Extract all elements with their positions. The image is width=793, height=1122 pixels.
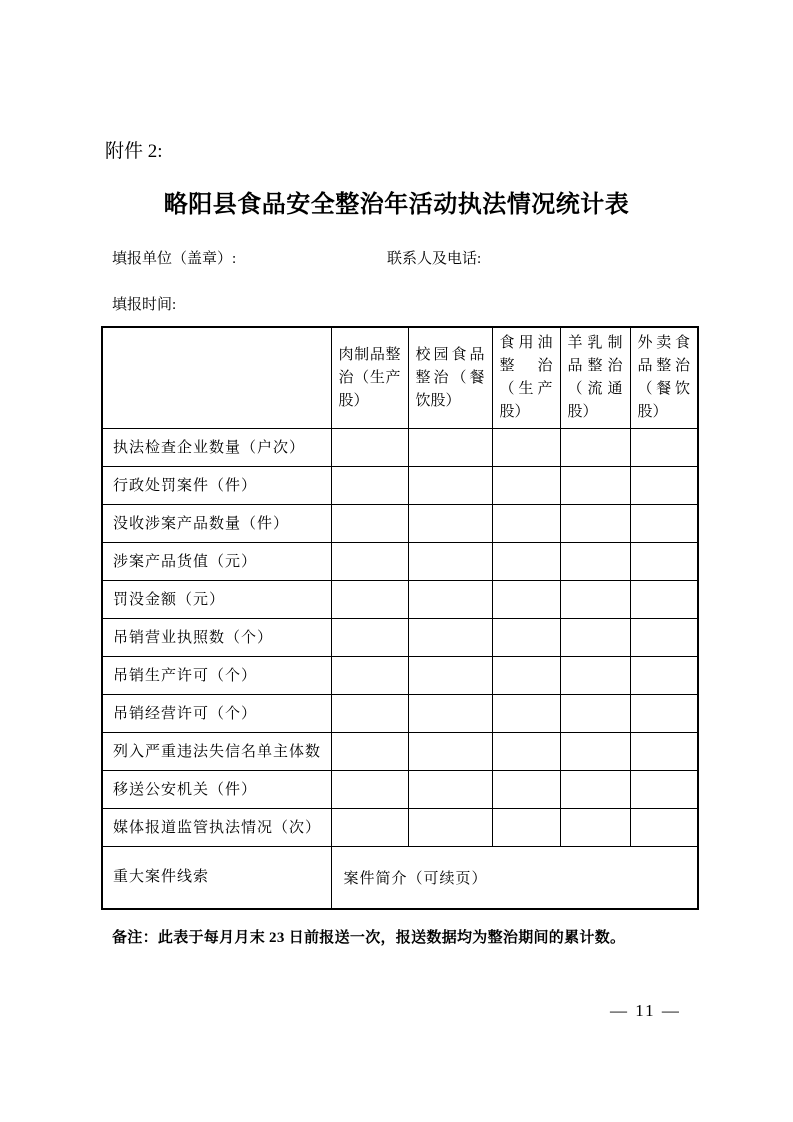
row-header: 列入严重违法失信名单主体数	[102, 733, 331, 771]
table-row	[102, 771, 698, 809]
data-cell	[492, 467, 560, 505]
data-cell	[560, 429, 630, 467]
row-header: 吊销生产许可（个）	[102, 657, 331, 695]
row-header: 涉案产品货值（元）	[102, 543, 331, 581]
table-row	[102, 429, 698, 467]
column-header: 外卖食品整治（餐饮股）	[630, 327, 698, 429]
data-cell	[331, 581, 408, 619]
data-cell	[408, 809, 492, 847]
column-header: 肉制品整治（生产股）	[331, 327, 408, 429]
data-cell	[492, 505, 560, 543]
table-row	[102, 657, 698, 695]
meta-line-date	[112, 295, 176, 315]
data-cell	[492, 733, 560, 771]
column-header: 校园食品整治（餐饮股）	[408, 327, 492, 429]
row-header: 没收涉案产品数量（件）	[102, 505, 331, 543]
data-cell	[408, 771, 492, 809]
data-cell	[408, 581, 492, 619]
data-cell	[560, 695, 630, 733]
table-row	[102, 467, 698, 505]
data-cell	[560, 543, 630, 581]
column-header: 食用油整治（生产股）	[492, 327, 560, 429]
data-cell	[560, 467, 630, 505]
data-cell	[560, 657, 630, 695]
row-header: 行政处罚案件（件）	[102, 467, 331, 505]
table-row	[102, 581, 698, 619]
data-cell	[560, 809, 630, 847]
case-summary-cell: 案件简介（可续页）	[331, 847, 698, 909]
data-cell	[408, 429, 492, 467]
data-cell	[492, 771, 560, 809]
unit-field-label: 填报单位（盖章）:	[112, 251, 237, 267]
data-cell	[408, 619, 492, 657]
corner-cell	[102, 327, 331, 429]
header-row	[102, 327, 698, 429]
table-row	[102, 733, 698, 771]
page-number: — 11 —	[610, 1001, 681, 1020]
data-cell	[560, 505, 630, 543]
date-field-label: 填报时间:	[112, 297, 177, 313]
column-header: 羊乳制品整治（流通股）	[560, 327, 630, 429]
row-header: 吊销经营许可（个）	[102, 695, 331, 733]
data-cell	[630, 695, 698, 733]
row-header: 吊销营业执照数（个）	[102, 619, 331, 657]
data-cell	[331, 809, 408, 847]
table-row	[102, 619, 698, 657]
row-header: 移送公安机关（件）	[102, 771, 331, 809]
row-header: 执法检查企业数量（户次）	[102, 429, 331, 467]
data-cell	[492, 695, 560, 733]
table-row	[102, 505, 698, 543]
data-cell	[408, 505, 492, 543]
data-cell	[630, 771, 698, 809]
contact-field-label: 联系人及电话:	[387, 251, 482, 267]
statistics-table	[101, 326, 699, 910]
data-cell	[492, 657, 560, 695]
data-cell	[408, 543, 492, 581]
data-cell	[630, 543, 698, 581]
data-cell	[560, 771, 630, 809]
data-cell	[331, 733, 408, 771]
data-cell	[630, 505, 698, 543]
data-cell	[331, 619, 408, 657]
row-header: 媒体报道监管执法情况（次）	[102, 809, 331, 847]
attachment-label: 附件 2:	[105, 141, 163, 162]
row-header: 重大案件线索	[102, 847, 331, 909]
data-cell	[408, 657, 492, 695]
data-cell	[331, 505, 408, 543]
data-cell	[331, 657, 408, 695]
data-cell	[408, 695, 492, 733]
data-cell	[331, 771, 408, 809]
data-cell	[630, 733, 698, 771]
note-text: 备注：此表于每月月末 23 日前报送一次，报送数据均为整治期间的累计数。	[112, 930, 626, 946]
data-cell	[630, 657, 698, 695]
data-cell	[560, 619, 630, 657]
data-cell	[492, 429, 560, 467]
data-cell	[630, 619, 698, 657]
table-row	[102, 695, 698, 733]
major-case-row	[102, 847, 698, 909]
data-cell	[492, 543, 560, 581]
data-cell	[331, 429, 408, 467]
row-header: 罚没金额（元）	[102, 581, 331, 619]
data-cell	[492, 581, 560, 619]
data-cell	[492, 809, 560, 847]
data-cell	[630, 809, 698, 847]
data-cell	[408, 733, 492, 771]
table-row	[102, 543, 698, 581]
data-cell	[560, 581, 630, 619]
data-cell	[408, 467, 492, 505]
data-cell	[331, 695, 408, 733]
table-row	[102, 809, 698, 847]
document-title: 略阳县食品安全整治年活动执法情况统计表	[163, 192, 630, 218]
data-cell	[630, 467, 698, 505]
data-cell	[331, 543, 408, 581]
data-cell	[331, 467, 408, 505]
data-cell	[492, 619, 560, 657]
meta-line-unit-contact	[112, 249, 481, 269]
data-cell	[560, 733, 630, 771]
data-cell	[630, 429, 698, 467]
data-cell	[630, 581, 698, 619]
